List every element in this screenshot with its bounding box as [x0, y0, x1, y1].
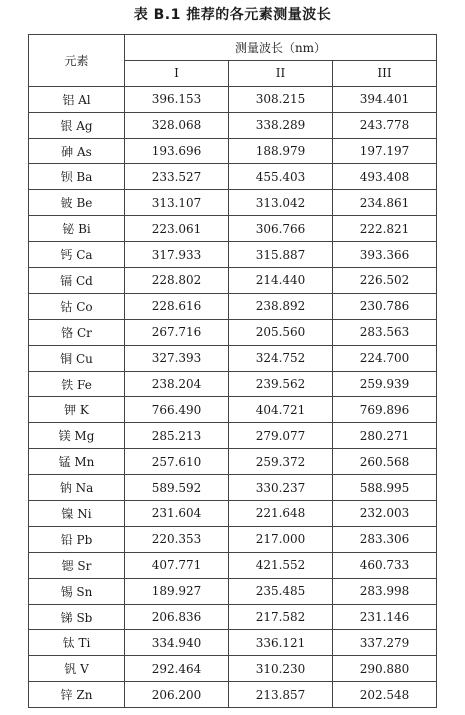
element-cell: 钛 Ti — [29, 630, 125, 656]
table-row — [29, 268, 437, 294]
wavelength-cell: 217.582 — [229, 604, 333, 630]
wavelength-cell: 493.408 — [333, 164, 437, 190]
wavelength-cell: 283.306 — [333, 526, 437, 552]
table-header — [29, 35, 437, 87]
wavelength-cell: 238.204 — [125, 371, 229, 397]
element-cell: 镍 Ni — [29, 501, 125, 527]
element-cell: 钒 V — [29, 656, 125, 682]
wavelength-cell: 206.836 — [125, 604, 229, 630]
wavelength-cell: 233.527 — [125, 164, 229, 190]
table-row — [29, 630, 437, 656]
table-row — [29, 578, 437, 604]
wavelength-cell: 231.604 — [125, 501, 229, 527]
wavelength-cell: 455.403 — [229, 164, 333, 190]
wavelength-group-header: 测量波长（nm） — [125, 35, 437, 61]
wavelength-cell: 228.802 — [125, 268, 229, 294]
wavelength-cell: 308.215 — [229, 86, 333, 112]
table-row — [29, 371, 437, 397]
wavelength-cell: 232.003 — [333, 501, 437, 527]
element-cell: 铬 Cr — [29, 319, 125, 345]
element-cell: 钡 Ba — [29, 164, 125, 190]
wavelength-cell: 235.485 — [229, 578, 333, 604]
element-cell: 锶 Sr — [29, 552, 125, 578]
wavelength-cell: 393.366 — [333, 242, 437, 268]
table-row — [29, 216, 437, 242]
table-row — [29, 552, 437, 578]
wavelength-cell: 588.995 — [333, 475, 437, 501]
wavelength-cell: 292.464 — [125, 656, 229, 682]
wavelength-cell: 259.939 — [333, 371, 437, 397]
table-row — [29, 526, 437, 552]
wavelength-cell: 327.393 — [125, 345, 229, 371]
table-body — [29, 86, 437, 707]
wavelength-cell: 324.752 — [229, 345, 333, 371]
table-row — [29, 293, 437, 319]
wavelength-cell: 279.077 — [229, 423, 333, 449]
wavelength-cell: 337.279 — [333, 630, 437, 656]
wavelength-cell: 306.766 — [229, 216, 333, 242]
table-row — [29, 112, 437, 138]
wavelength-table — [28, 34, 437, 708]
element-cell: 锡 Sn — [29, 578, 125, 604]
wavelength-cell: 206.200 — [125, 682, 229, 708]
element-cell: 铋 Bi — [29, 216, 125, 242]
element-cell: 铍 Be — [29, 190, 125, 216]
wavelength-cell: 315.887 — [229, 242, 333, 268]
wavelength-cell: 338.289 — [229, 112, 333, 138]
table-row — [29, 86, 437, 112]
element-cell: 镁 Mg — [29, 423, 125, 449]
wavelength-cell: 334.940 — [125, 630, 229, 656]
wavelength-cell: 239.562 — [229, 371, 333, 397]
wavelength-cell: 223.061 — [125, 216, 229, 242]
table-row — [29, 397, 437, 423]
table-row — [29, 319, 437, 345]
wavelength-cell: 257.610 — [125, 449, 229, 475]
table-row — [29, 449, 437, 475]
table-row — [29, 242, 437, 268]
element-cell: 锌 Zn — [29, 682, 125, 708]
wavelength-cell: 283.563 — [333, 319, 437, 345]
wavelength-cell: 290.880 — [333, 656, 437, 682]
element-cell: 铅 Pb — [29, 526, 125, 552]
table-row — [29, 345, 437, 371]
table-row — [29, 164, 437, 190]
wavelength-cell: 404.721 — [229, 397, 333, 423]
wavelength-cell: 221.648 — [229, 501, 333, 527]
wavelength-cell: 238.892 — [229, 293, 333, 319]
wavelength-cell: 243.778 — [333, 112, 437, 138]
element-cell: 砷 As — [29, 138, 125, 164]
table-row — [29, 682, 437, 708]
wavelength-cell: 407.771 — [125, 552, 229, 578]
table-row — [29, 190, 437, 216]
wavelength-cell: 336.121 — [229, 630, 333, 656]
wavelength-cell: 259.372 — [229, 449, 333, 475]
element-cell: 铝 Al — [29, 86, 125, 112]
table-row — [29, 475, 437, 501]
wavelength-cell: 213.857 — [229, 682, 333, 708]
wavelength-cell: 280.271 — [333, 423, 437, 449]
wavelength-cell: 205.560 — [229, 319, 333, 345]
wavelength-cell: 589.592 — [125, 475, 229, 501]
wavelength-cell: 230.786 — [333, 293, 437, 319]
table-row — [29, 138, 437, 164]
wavelength-cell: 228.616 — [125, 293, 229, 319]
element-cell: 钴 Co — [29, 293, 125, 319]
wavelength-cell: 285.213 — [125, 423, 229, 449]
wavelength-cell: 330.237 — [229, 475, 333, 501]
wavelength-cell: 283.998 — [333, 578, 437, 604]
wavelength-cell: 214.440 — [229, 268, 333, 294]
wavelength-cell: 189.927 — [125, 578, 229, 604]
table-row — [29, 656, 437, 682]
wavelength-header-2: II — [229, 60, 333, 86]
element-cell: 锑 Sb — [29, 604, 125, 630]
element-column-header: 元素 — [29, 35, 125, 87]
table-row — [29, 501, 437, 527]
wavelength-cell: 224.700 — [333, 345, 437, 371]
wavelength-cell: 197.197 — [333, 138, 437, 164]
wavelength-cell: 202.548 — [333, 682, 437, 708]
wavelength-cell: 220.353 — [125, 526, 229, 552]
wavelength-cell: 328.068 — [125, 112, 229, 138]
wavelength-cell: 226.502 — [333, 268, 437, 294]
table-row — [29, 604, 437, 630]
element-cell: 钠 Na — [29, 475, 125, 501]
wavelength-cell: 222.821 — [333, 216, 437, 242]
wavelength-cell: 317.933 — [125, 242, 229, 268]
element-cell: 钙 Ca — [29, 242, 125, 268]
wavelength-cell: 396.153 — [125, 86, 229, 112]
wavelength-header-1: I — [125, 60, 229, 86]
element-cell: 镉 Cd — [29, 268, 125, 294]
element-cell: 铁 Fe — [29, 371, 125, 397]
table-row — [29, 423, 437, 449]
wavelength-cell: 460.733 — [333, 552, 437, 578]
wavelength-cell: 188.979 — [229, 138, 333, 164]
wavelength-cell: 394.401 — [333, 86, 437, 112]
wavelength-cell: 313.042 — [229, 190, 333, 216]
wavelength-cell: 260.568 — [333, 449, 437, 475]
element-cell: 锰 Mn — [29, 449, 125, 475]
wavelength-cell: 310.230 — [229, 656, 333, 682]
element-cell: 铜 Cu — [29, 345, 125, 371]
table-caption: 表 B.1 推荐的各元素测量波长 — [133, 7, 332, 23]
wavelength-cell: 766.490 — [125, 397, 229, 423]
wavelength-cell: 769.896 — [333, 397, 437, 423]
wavelength-cell: 217.000 — [229, 526, 333, 552]
element-cell: 钾 K — [29, 397, 125, 423]
wavelength-cell: 267.716 — [125, 319, 229, 345]
wavelength-cell: 193.696 — [125, 138, 229, 164]
wavelength-header-3: III — [333, 60, 437, 86]
wavelength-cell: 234.861 — [333, 190, 437, 216]
wavelength-cell: 231.146 — [333, 604, 437, 630]
element-cell: 银 Ag — [29, 112, 125, 138]
wavelength-cell: 313.107 — [125, 190, 229, 216]
wavelength-cell: 421.552 — [229, 552, 333, 578]
